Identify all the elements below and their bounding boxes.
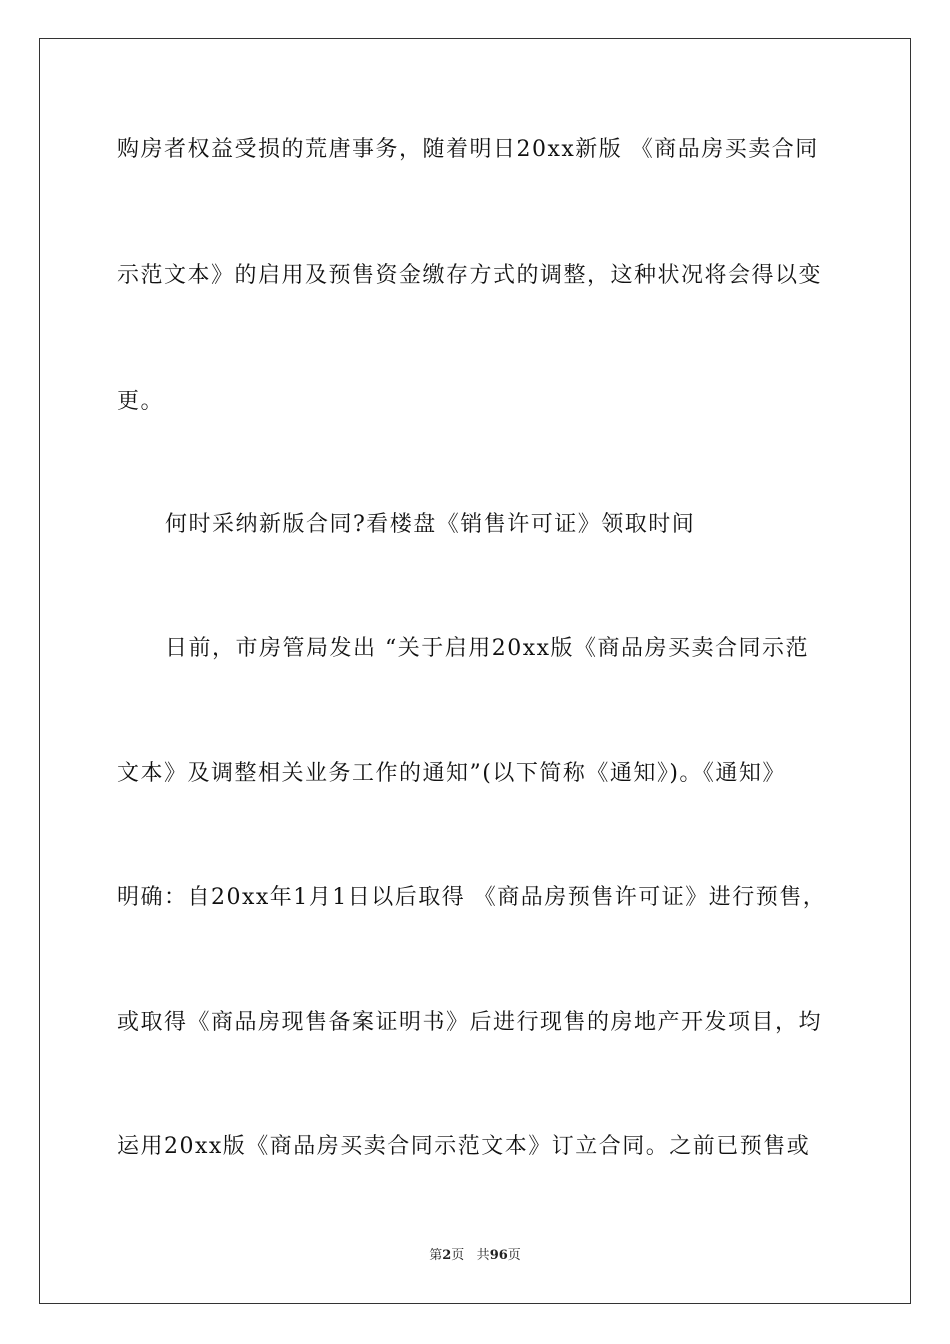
paragraph-line-8: 运用20xx版《商品房买卖合同示范文本》订立合同。之前已预售或 [117,1134,811,1159]
paragraph-line-7: 或取得《商品房现售备案证明书》后进行现售的房地产开发项目，均 [117,1010,823,1035]
footer-total-pages: 96 [489,1248,508,1263]
footer-total-prefix: 共 [476,1248,490,1263]
section-heading: 何时采纳新版合同?看楼盘《销售许可证》领取时间 [165,512,696,537]
paragraph-line-5: 文本》及调整相关业务工作的通知”(以下简称《通知》)。《通知》 [117,761,786,786]
footer-total-suffix: 页 [507,1248,521,1263]
page-footer [0,1244,950,1263]
page-border [39,38,911,1304]
paragraph-line-4: 日前，市房管局发出 “关于启用20xx版《商品房买卖合同示范 [165,636,810,661]
footer-page-prefix: 第 [429,1248,443,1263]
paragraph-line-6: 明确：自20xx年1月1日以后取得 《商品房预售许可证》进行预售， [117,885,827,910]
paragraph-line-3: 更。 [117,389,165,414]
footer-page-number: 2 [442,1248,452,1263]
footer-page-suffix: 页 [451,1248,465,1263]
paragraph-line-1: 购房者权益受损的荒唐事务，随着明日20xx新版 《商品房买卖合同 [117,137,819,162]
paragraph-line-2: 示范文本》的启用及预售资金缴存方式的调整，这种状况将会得以变 [117,263,823,288]
